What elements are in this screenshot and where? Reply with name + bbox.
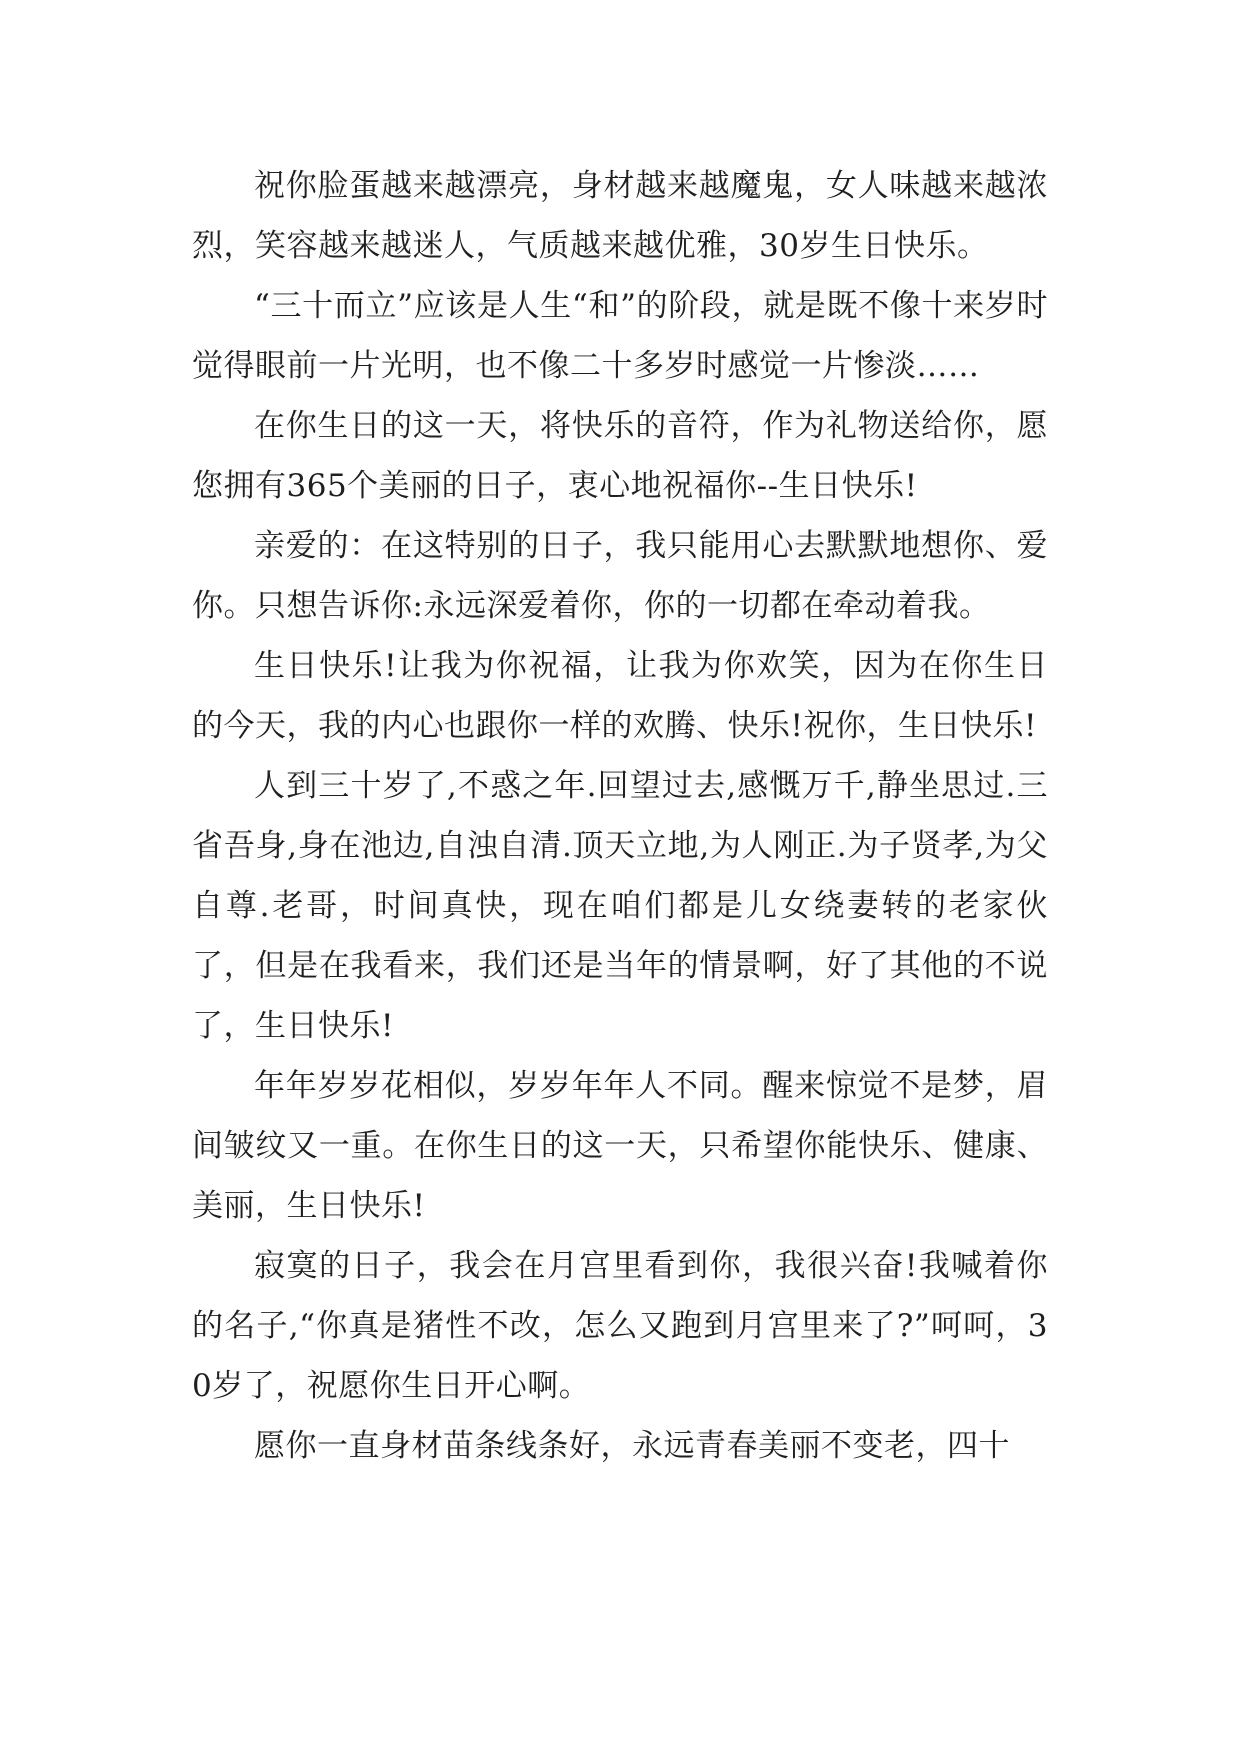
paragraph: 生日快乐!让我为你祝福，让我为你欢笑，因为在你生日的今天，我的内心也跟你一样的欢腾、快乐!祝你，生日快乐! (192, 648, 1048, 744)
paragraph: 愿你一直身材苗条线条好，永远青春美丽不变老，四十 (254, 1428, 1010, 1464)
paragraph: 祝你脸蛋越来越漂亮，身材越来越魔鬼，女人味越来越浓烈，笑容越来越迷人，气质越来越优雅，30岁生日快乐。 (192, 168, 1048, 264)
paragraph: 人到三十岁了,不惑之年.回望过去,感慨万千,静坐思过.三省吾身,身在池边,自浊自清.顶天立地,为人刚正.为子贤孝,为父自尊.老哥，时间真快，现在咱们都是儿女绕妻转的老家伙了，但是在我看来，我们还是当年的情景啊，好了其他的不说了，生日快乐! (192, 768, 1048, 1044)
paragraph: 在你生日的这一天，将快乐的音符，作为礼物送给你，愿您拥有365个美丽的日子，衷心地祝福你--生日快乐! (192, 408, 1048, 504)
document-body (192, 156, 1048, 1476)
paragraph: 亲爱的：在这特别的日子，我只能用心去默默地想你、爱你。只想告诉你:永远深爱着你，你的一切都在牵动着我。 (192, 528, 1048, 624)
paragraph: 年年岁岁花相似，岁岁年年人不同。醒来惊觉不是梦，眉间皱纹又一重。在你生日的这一天，只希望你能快乐、健康、美丽，生日快乐! (192, 1068, 1048, 1224)
paragraph: 寂寞的日子，我会在月宫里看到你，我很兴奋!我喊着你的名子,“你真是猪性不改，怎么又跑到月宫里来了?”呵呵，30岁了，祝愿你生日开心啊。 (192, 1248, 1048, 1404)
paragraph: “三十而立”应该是人生“和”的阶段，就是既不像十来岁时觉得眼前一片光明，也不像二十多岁时感觉一片惨淡…… (192, 288, 1048, 384)
